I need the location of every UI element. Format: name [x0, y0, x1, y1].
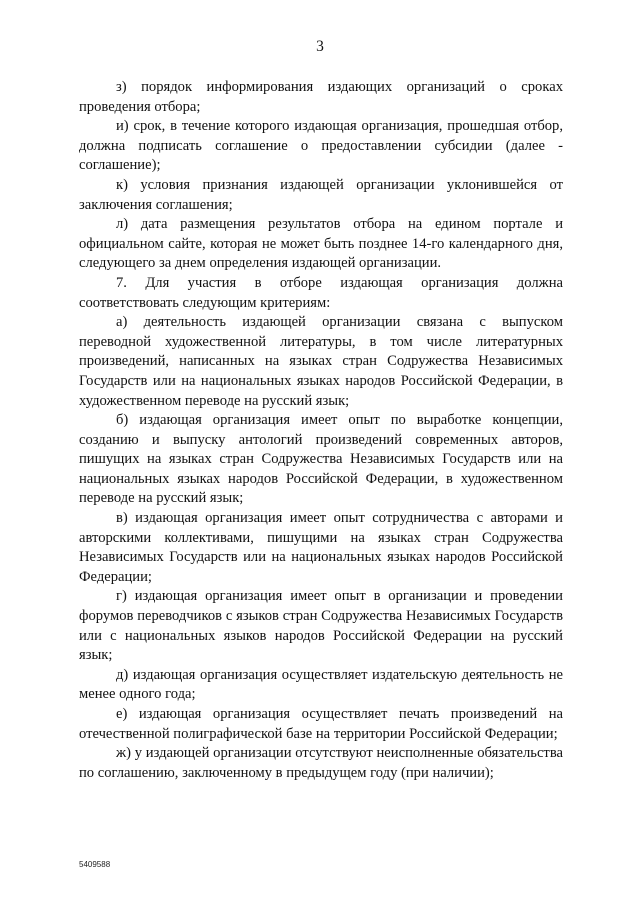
- paragraph-z: з) порядок информирования издающих организаций о сроках проведения отбора;: [79, 79, 563, 115]
- document-code: 5409588: [79, 860, 111, 869]
- paragraph-zh: ж) у издающей организации отсутствуют неисполненные обязательства по соглашению, заключенному в предыдущем году (при наличии);: [79, 745, 563, 781]
- paragraph-e: е) издающая организация осуществляет печать произведений на отечественной полиграфической базе на территории Российской Федерации;: [79, 706, 563, 742]
- paragraph-v: в) издающая организация имеет опыт сотрудничества с авторами и авторскими коллективами, пишущими на языках стран Содружества Независимых Государств или на национальных языках народов Российской Федерации;: [79, 510, 563, 585]
- paragraph-l: л) дата размещения результатов отбора на едином портале и официальном сайте, которая не может быть позднее 14-го календарного дня, следующего за днем определения издающей организации.: [79, 216, 563, 272]
- paragraph-b: б) издающая организация имеет опыт по выработке концепции, созданию и выпуску антологий произведений современных авторов, пишущих на языках стран Содружества Независимых Государств или на национальных языках народов Российской Федерации, в художественном переводе на русский язык;: [79, 412, 563, 507]
- paragraph-7: 7. Для участия в отборе издающая организация должна соответствовать следующим критериям:: [79, 274, 563, 311]
- document-body: [79, 78, 563, 783]
- page-number: 3: [316, 38, 324, 55]
- paragraph-a: а) деятельность издающей организации связана с выпуском переводной художественной литературы, в том числе литературных произведений, написанных на языках стран Содружества Независимых Государств или на национальных языках народов Российской Федерации, в художественном переводе на русский язык;: [79, 314, 563, 409]
- paragraph-d: д) издающая организация осуществляет издательскую деятельность не менее одного года;: [79, 666, 563, 703]
- paragraph-g: г) издающая организация имеет опыт в организации и проведении форумов переводчиков с языков стран Содружества Независимых Государств или с национальных языков народов Российской Федерации на русский язык;: [79, 588, 563, 664]
- paragraph-i: и) срок, в течение которого издающая организация, прошедшая отбор, должна подписать соглашение о предоставлении субсидии (далее - соглашение);: [79, 118, 563, 174]
- paragraph-k: к) условия признания издающей организации уклонившейся от заключения соглашения;: [79, 176, 563, 213]
